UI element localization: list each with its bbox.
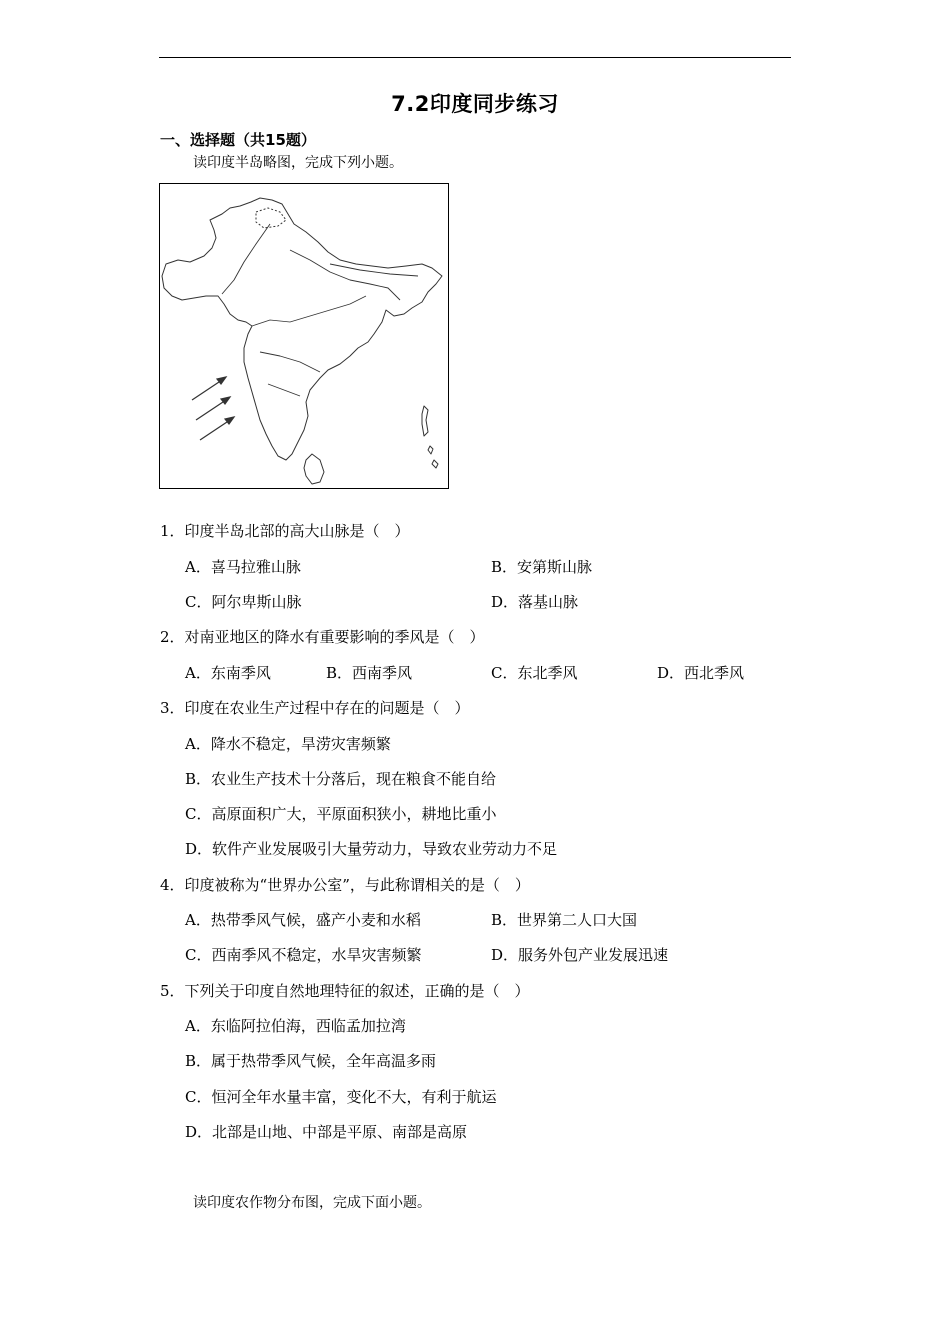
q2-option-a: A．东南季风 — [185, 664, 271, 682]
q4-option-d: D．服务外包产业发展迅速 — [491, 946, 669, 964]
question-4-stem: 4．印度被称为“世界办公室”，与此称谓相关的是（ ） — [160, 876, 530, 894]
q5-option-d: D．北部是山地、中部是平原、南部是高原 — [185, 1123, 468, 1141]
monsoon-arrow-icon — [192, 377, 234, 440]
question-3-stem: 3．印度在农业生产过程中存在的问题是（ ） — [160, 699, 470, 717]
q4-option-a: A．热带季风气候，盛产小麦和水稻 — [185, 911, 421, 929]
section-heading: 一、选择题（共15题） — [160, 131, 316, 149]
q2-option-b: B．西南季风 — [326, 664, 413, 682]
q2-option-d: D．西北季风 — [657, 664, 745, 682]
ganges-river — [290, 250, 400, 300]
andaman-islands — [422, 406, 438, 468]
q3-option-c: C．高原面积广大，平原面积狭小，耕地比重小 — [185, 805, 497, 823]
q1-option-d: D．落基山脉 — [491, 593, 579, 611]
intro-text-1: 读印度半岛略图，完成下列小题。 — [193, 155, 403, 171]
page-title: 7.2印度同步练习 — [391, 92, 559, 116]
header-rule — [159, 57, 791, 58]
q1-option-b: B．安第斯山脉 — [491, 558, 593, 576]
q5-option-b: B．属于热带季风气候，全年高温多雨 — [185, 1052, 437, 1070]
q2-option-c: C．东北季风 — [491, 664, 578, 682]
q3-option-a: A．降水不稳定，旱涝灾害频繁 — [185, 735, 391, 753]
q3-option-b: B．农业生产技术十分落后，现在粮食不能自给 — [185, 770, 497, 788]
kashmir-dotted-border — [256, 208, 286, 228]
q1-option-c: C．阿尔卑斯山脉 — [185, 593, 302, 611]
q4-option-b: B．世界第二人口大国 — [491, 911, 638, 929]
q1-option-a: A．喜马拉雅山脉 — [185, 558, 301, 576]
indus-river — [222, 224, 270, 294]
question-1-stem: 1．印度半岛北部的高大山脉是（ ） — [160, 522, 410, 540]
question-2-stem: 2．对南亚地区的降水有重要影响的季风是（ ） — [160, 628, 485, 646]
q5-option-c: C．恒河全年水量丰富，变化不大，有利于航运 — [185, 1088, 497, 1106]
southern-river — [268, 384, 300, 396]
plateau-boundary — [252, 296, 366, 326]
map-drawing — [160, 184, 448, 488]
deccan-river — [260, 352, 320, 372]
subcontinent-outline — [162, 198, 442, 460]
intro-text-2: 读印度农作物分布图，完成下面小题。 — [193, 1195, 431, 1211]
india-peninsula-map — [159, 183, 449, 489]
question-5-stem: 5．下列关于印度自然地理特征的叙述，正确的是（ ） — [160, 982, 530, 1000]
q5-option-a: A．东临阿拉伯海，西临孟加拉湾 — [185, 1017, 406, 1035]
q3-option-d: D．软件产业发展吸引大量劳动力，导致农业劳动力不足 — [185, 840, 558, 858]
sri-lanka-outline — [304, 454, 324, 484]
q4-option-c: C．西南季风不稳定，水旱灾害频繁 — [185, 946, 422, 964]
